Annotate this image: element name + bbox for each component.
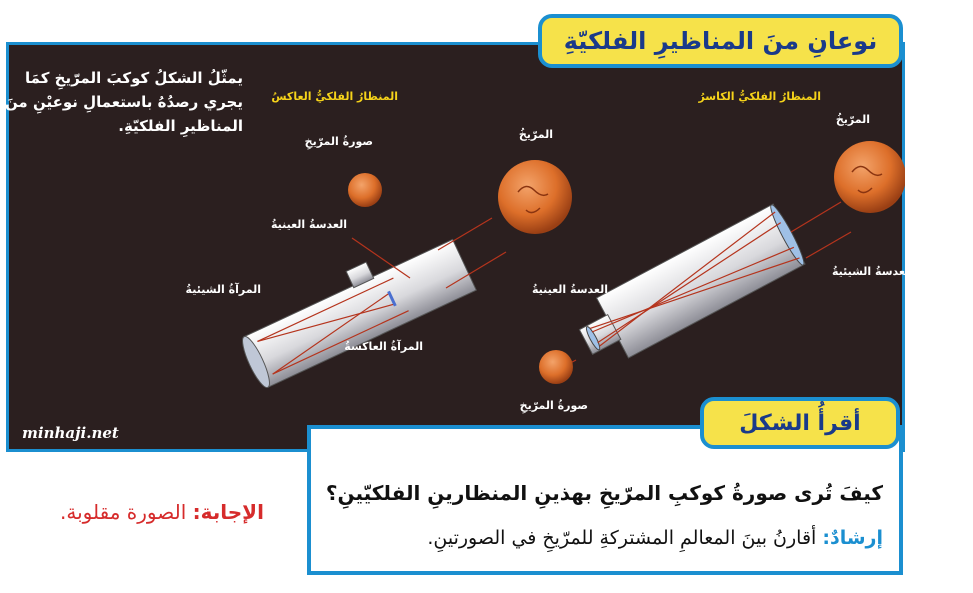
reflecting-telescope	[231, 218, 506, 390]
refracting-heading: المنظارُ الفلكيُّ الكاسرُ	[698, 90, 821, 103]
section-title: نوعانِ منَ المناظيرِ الفلكيّةِ	[563, 27, 878, 55]
refracting-mars-label: المرّيخُ	[835, 113, 870, 126]
refracting-eyepiece-label: العدسةُ العينيةُ	[531, 283, 608, 296]
refracting-objective-lens-label: العدسةُ الشيئيةُ	[831, 265, 913, 278]
refracting-image-label: صورةُ المرّيخِ	[519, 399, 588, 412]
answer-label: الإجابة:	[192, 500, 264, 524]
question-text: كيفَ تُرى صورةُ كوكبِ المرّيخِ بهذينِ المنظارينِ الفلكيّينِ؟	[325, 481, 883, 505]
mars-image-reflector	[348, 173, 382, 207]
reflecting-eyepiece-label: العدسةُ العينيةُ	[270, 218, 347, 231]
mars-planet-reflector	[498, 160, 572, 234]
answer-line	[60, 500, 264, 524]
section-title-tab	[538, 14, 903, 68]
mars-planet-refractor	[834, 141, 905, 213]
reflecting-mirror-label: المرآةُ العاكسةُ	[344, 340, 423, 353]
hint-line	[427, 527, 883, 549]
answer-text: الصورة مقلوبة.	[60, 500, 187, 524]
intro-text: يمثّلُ الشكلُ كوكبَ المرّيخِ كمَا يجري رصدُهُ باستعمالِ نوعيْنِ منَ المناظيرِ الفلكيّةِ.	[4, 69, 243, 135]
read-figure-label: أقرأُ الشكلَ	[739, 410, 861, 436]
reflecting-image-label: صورةُ المرّيخِ	[304, 135, 373, 148]
watermark: minhaji.net	[22, 424, 119, 442]
reflecting-mars-label: المرّيخُ	[518, 128, 553, 141]
reflecting-heading: المنظارُ الفلكيُّ العاكسُ	[271, 90, 398, 103]
hint-label: إرشادٌ:	[822, 527, 883, 549]
mars-image-refractor	[539, 350, 573, 384]
reflecting-objective-mirror-label: المرآةُ الشيئيةُ	[185, 283, 261, 296]
read-figure-tab	[700, 397, 900, 449]
hint-text: أقارنُ بينَ المعالمِ المشتركةِ للمرّيخِ في الصورتينِ.	[427, 527, 817, 549]
